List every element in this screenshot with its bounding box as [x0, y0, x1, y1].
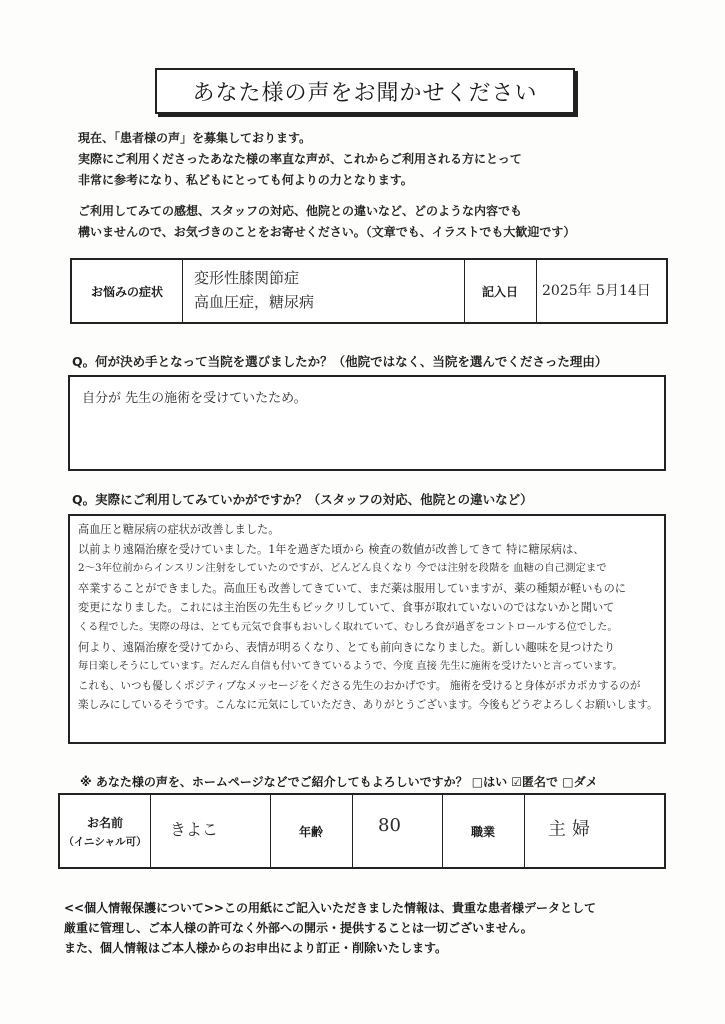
answer-2-line: 楽しみにしているそうです。こんなに元気にしていただき、ありがとうございます。今後もどうぞよろしくお願いします。: [78, 699, 658, 712]
answer-1-box[interactable]: [68, 375, 666, 471]
answer-2-line: 2〜3年位前からインスリン注射をしていたのですが、どんどん良くなり 今では注射を段階を 血糖の自己測定まで: [78, 562, 607, 575]
job-value[interactable]: 主婦: [548, 819, 596, 840]
answer-2-line: 変更になりました。これには主治医の先生もビックリしていて、食事が取れていないのではないかと聞いて: [78, 601, 615, 615]
intro-line: 現在、「患者様の声」を募集しております。: [78, 131, 312, 145]
name-sublabel: （イニシャル可）: [63, 835, 147, 848]
intro-line: [78, 191, 575, 201]
name-label-cell: [60, 795, 150, 867]
question-1: Q。何が決め手となって当院を選びましたか？（他院ではなく、当院を選んでくださった理由）: [72, 354, 608, 369]
privacy-notice: [64, 898, 596, 958]
privacy-line: また、個人情報はご本人様からのお申出により訂正・削除いたします。: [64, 941, 448, 955]
answer-2-line: くる程でした。実際の母は、とても元気で食事もおいしく取れていて、むしろ食が過ぎをコントロールする位でした。: [78, 621, 618, 633]
symptom-value[interactable]: [194, 266, 314, 314]
symptom-label: お悩みの症状: [90, 284, 163, 299]
date-label: 記入日: [481, 284, 518, 299]
symptom-line: 高血圧症，糖尿病: [194, 293, 315, 311]
privacy-line: <<個人情報保護について>>この用紙にご記入いただきました情報は、貴重な患者様データとして: [64, 901, 596, 915]
answer-2-line: 以前より遠隔治療を受けていました。1年を過ぎた頃から 検査の数値が改善してきて 特に糖尿病は、: [78, 542, 585, 556]
question-2: Q。実際にご利用してみていかがですか？（スタッフの対応、他院との違いなど）: [72, 492, 533, 507]
answer-2-line: 毎日楽しそうにしています。だんだん自信も付いてきているようで、今度 直接 先生に施術を受けたいと言っています。: [78, 661, 623, 673]
date-value[interactable]: 2025年 5月14日: [542, 283, 651, 299]
symptom-table: [70, 258, 668, 324]
answer-2-line: これも、いつも優しくポジティブなメッセージをくださる先生のおかげです。 施術を受けると身体がポカポカするのが: [78, 679, 641, 692]
answer-2-box[interactable]: [68, 514, 666, 744]
answer-2-text: [78, 520, 658, 716]
answer-1-text: 自分が 先生の施術を受けていたため。: [82, 391, 307, 406]
intro-line: ご利用してみての感想、スタッフの対応、他院との違いなど、どのような内容でも: [78, 204, 523, 218]
intro-text: [78, 128, 575, 243]
consent-question[interactable]: ※ あなた様の声を、ホームページなどでご紹介してもよろしいですか？ □はい ☑匿名で □ダメ: [80, 775, 598, 789]
intro-line: 非常に参考になり、私どもにとっても何よりの力となります。: [78, 173, 413, 187]
job-label: 職業: [470, 824, 495, 839]
name-value[interactable]: きよこ: [170, 820, 219, 839]
intro-line: 構いませんので、お気づきのことをお寄せください。（文章でも、イラストでも大歓迎です）: [78, 225, 576, 239]
symptom-line: 変形性膝関節症: [194, 269, 300, 287]
intro-line: 実際にご利用くださったあなた様の率直な声が、これからご利用される方にとって: [78, 152, 522, 166]
answer-2-line: 卒業することができました。高血圧も改善してきていて、まだ薬は服用していますが、薬の種類が軽いものに: [78, 581, 626, 595]
answer-2-line: 高血圧と糖尿病の症状が改善しました。: [78, 523, 280, 536]
page-title: あなた様の声をお聞かせください: [155, 68, 575, 114]
privacy-line: 厳重に管理し、ご本人様の許可なく外部への開示・提供することは一切ございません。: [64, 921, 533, 935]
age-value[interactable]: 80: [378, 815, 401, 836]
answer-2-line: 何より、遠隔治療を受けてから、表情が明るくなり、とても前向きになりました。新しい趣味を見つけたり: [78, 640, 616, 654]
name-label: お名前: [86, 815, 123, 830]
age-label: 年齢: [298, 824, 323, 839]
profile-table: [58, 793, 666, 869]
